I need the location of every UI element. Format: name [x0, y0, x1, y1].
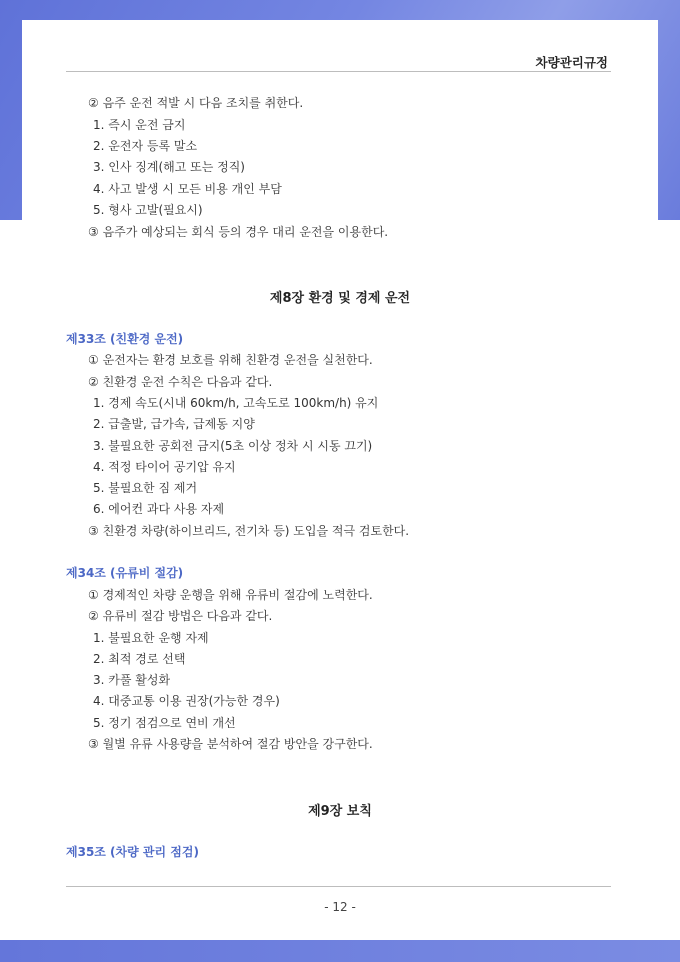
document-header-title: 차량관리규정 — [535, 55, 608, 70]
header-divider — [66, 71, 611, 72]
page-number: - 12 - — [324, 900, 356, 914]
footer-background-band — [0, 940, 680, 962]
list-item: 2. 최적 경로 선택 — [93, 652, 186, 666]
chapter-heading: 제8장 환경 및 경제 운전 — [269, 291, 411, 306]
list-item: 2. 급출발, 급가속, 급제동 지양 — [93, 417, 255, 431]
list-item: 3. 카풀 활성화 — [93, 673, 171, 687]
clause-line: ③ 월별 유류 사용량을 분석하여 절감 방안을 강구한다. — [88, 737, 373, 751]
list-item: 4. 적정 타이어 공기압 유지 — [93, 460, 236, 474]
list-item: 5. 불필요한 짐 제거 — [93, 481, 198, 495]
clause-line: ③ 음주가 예상되는 회식 등의 경우 대리 운전을 이용한다. — [88, 225, 389, 239]
list-item: 4. 사고 발생 시 모든 비용 개인 부담 — [93, 182, 282, 196]
footer-divider — [66, 886, 611, 887]
list-item: 3. 불필요한 공회전 금지(5초 이상 정차 시 시동 끄기) — [93, 439, 373, 453]
chapter-heading: 제9장 보칙 — [308, 804, 372, 819]
clause-line: ② 음주 운전 적발 시 다음 조치를 취한다. — [88, 96, 304, 110]
list-item: 5. 형사 고발(필요시) — [93, 203, 203, 217]
clause-line: ③ 친환경 차량(하이브리드, 전기차 등) 도입을 적극 검토한다. — [88, 524, 410, 538]
clause-line: ② 유류비 절감 방법은 다음과 같다. — [88, 609, 273, 623]
list-item: 1. 즉시 운전 금지 — [93, 118, 186, 132]
article-heading: 제35조 (차량 관리 점검) — [66, 845, 199, 859]
list-item: 6. 에어컨 과다 사용 자제 — [93, 502, 225, 516]
clause-line: ① 경제적인 차량 운행을 위해 유류비 절감에 노력한다. — [88, 588, 373, 602]
list-item: 3. 인사 징계(해고 또는 정직) — [93, 160, 245, 174]
list-item: 1. 경제 속도(시내 60km/h, 고속도로 100km/h) 유지 — [93, 396, 379, 410]
list-item: 5. 정기 점검으로 연비 개선 — [93, 716, 236, 730]
list-item: 1. 불필요한 운행 자제 — [93, 631, 209, 645]
article-heading: 제33조 (친환경 운전) — [66, 332, 184, 346]
clause-line: ② 친환경 운전 수칙은 다음과 같다. — [88, 375, 273, 389]
list-item: 2. 운전자 등록 말소 — [93, 139, 198, 153]
article-heading: 제34조 (유류비 절감) — [66, 566, 184, 580]
clause-line: ① 운전자는 환경 보호를 위해 친환경 운전을 실천한다. — [88, 353, 373, 367]
list-item: 4. 대중교통 이용 권장(가능한 경우) — [93, 694, 280, 708]
